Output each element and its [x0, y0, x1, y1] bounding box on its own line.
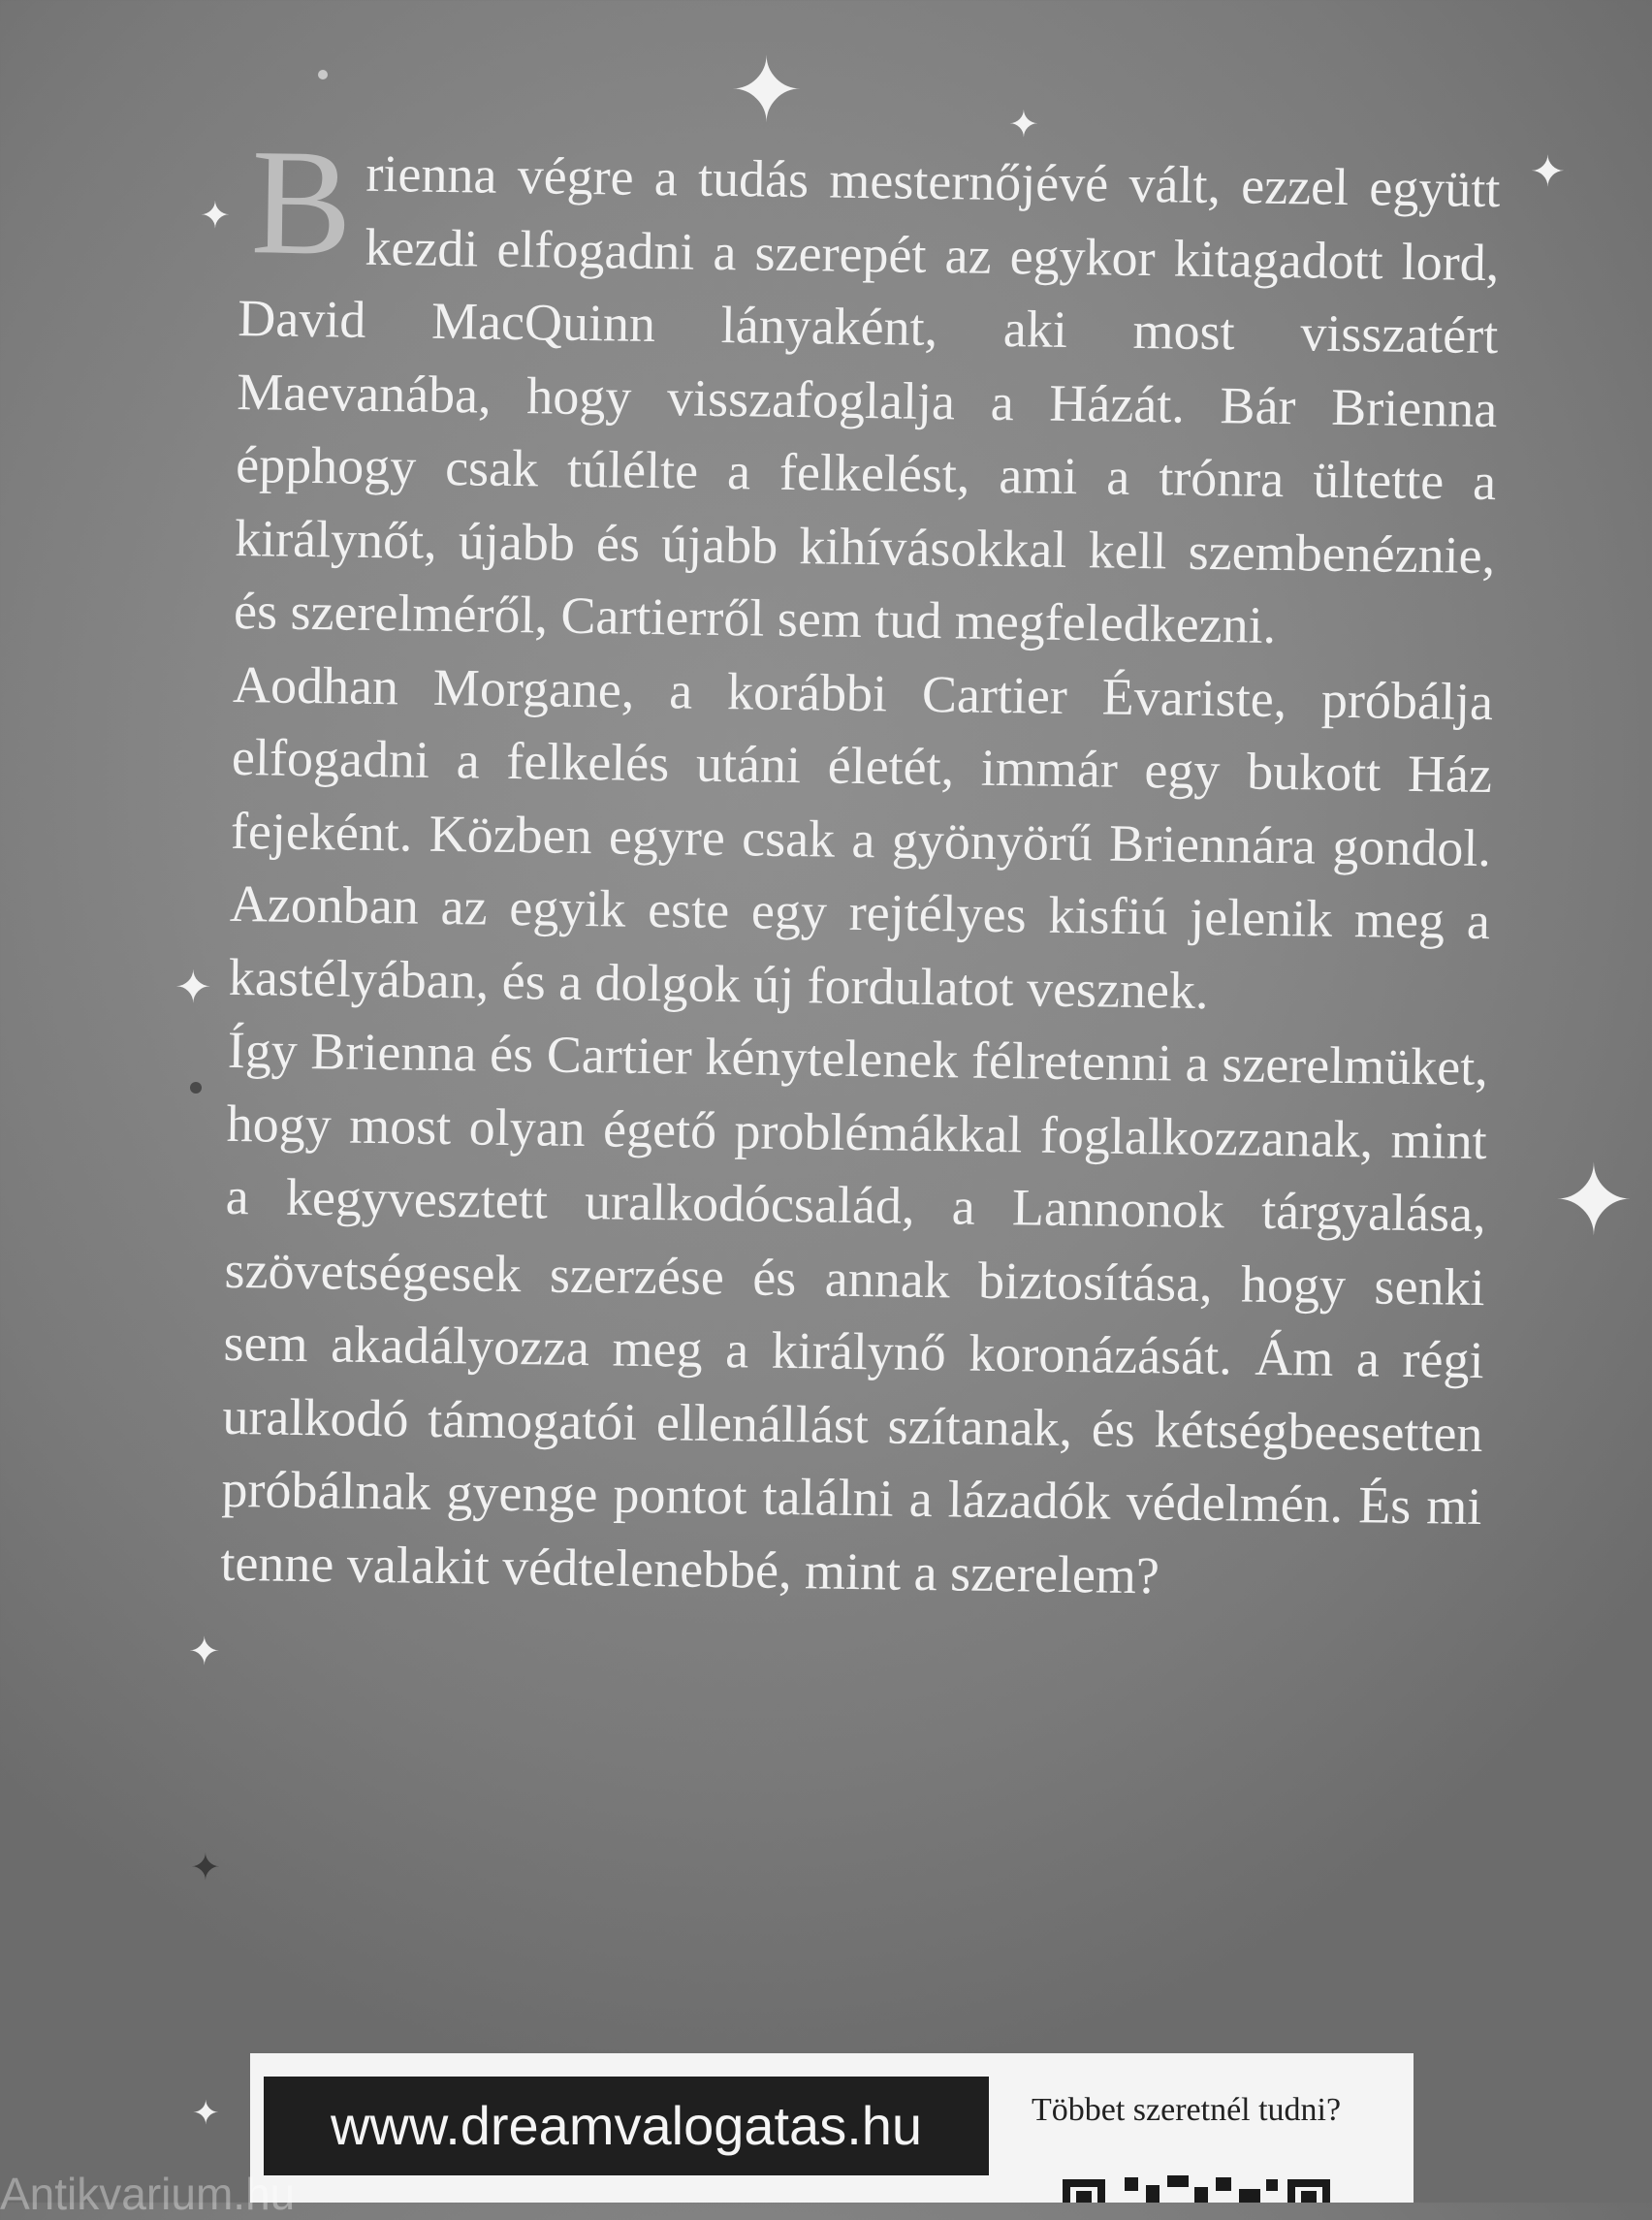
- star-dot: [190, 1082, 202, 1094]
- website-url[interactable]: www.dreamvalogatas.hu: [264, 2077, 989, 2175]
- sparkle-icon: ✦: [1553, 1148, 1635, 1255]
- blurb-text: [220, 117, 1501, 1617]
- sparkle-icon: ✦: [1008, 105, 1039, 145]
- blurb-paragraph: Aodhan Morgane, a korábbi Cartier Évariste, próbálja elfogadni a felkelés utáni életét, immár egy bukott Ház fejeként. Közben egyre csak a gyönyörű Briennára gondol. Azonban az egyik este egy rejtélyes kisfiú jelenik meg a kastélyában, és a dolgok új fordulatot vesznek.: [228, 654, 1494, 1020]
- sparkle-icon: ✦: [190, 1848, 221, 1888]
- sparkle-icon: ✦: [175, 963, 212, 1012]
- sparkle-icon: ✦: [200, 196, 231, 237]
- sparkle-icon: ✦: [729, 42, 805, 141]
- promo-strip: [250, 2053, 1414, 2203]
- more-info-text: Többet szeretnél tudni?: [1032, 2092, 1342, 2128]
- blurb-paragraph: Így Brienna és Cartier kénytelenek félretenni a szerelmüket, hogy most olyan égető problémákkal foglalkozzanak, mint a kegyvesztett uralkodócsalád, a Lannonok tárgyalása, szövetségesek szerzése és annak biztosítása, hogy senki sem akadályozza meg a királynő koronázását. Ám a régi uralkodó támogatói ellenállást szítanak, és kétségbeesetten próbálnak gyenge pontot találni a lázadók védelmén. És mi tenne valakit védtelenebbé, mint a szerelem?: [220, 1020, 1489, 1604]
- qr-code-icon[interactable]: [1063, 2173, 1392, 2203]
- sparkle-icon: ✦: [192, 2096, 220, 2132]
- watermark: Antikvarium.hu: [0, 2169, 296, 2219]
- drop-cap: B: [249, 117, 354, 287]
- sparkle-icon: ✦: [188, 1630, 221, 1673]
- star-dot: [318, 70, 328, 79]
- blurb-paragraph: Brienna végre a tudás mesternőjévé vált, ezzel együtt kezdi elfogadni a szerepét az egykor kitagadott lord, David MacQuinn lányaként, aki most visszatért Maevanába, hogy visszafoglalja a Házát. Bár Brienna épphogy csak túlélte a felkelést, ami a trónra ültette a királynőt, újabb és újabb kihívásokkal kell szembenéznie, és szerelméről, Cartierről sem tud megfeledkezni.: [233, 117, 1501, 654]
- sparkle-icon: ✦: [1530, 148, 1566, 196]
